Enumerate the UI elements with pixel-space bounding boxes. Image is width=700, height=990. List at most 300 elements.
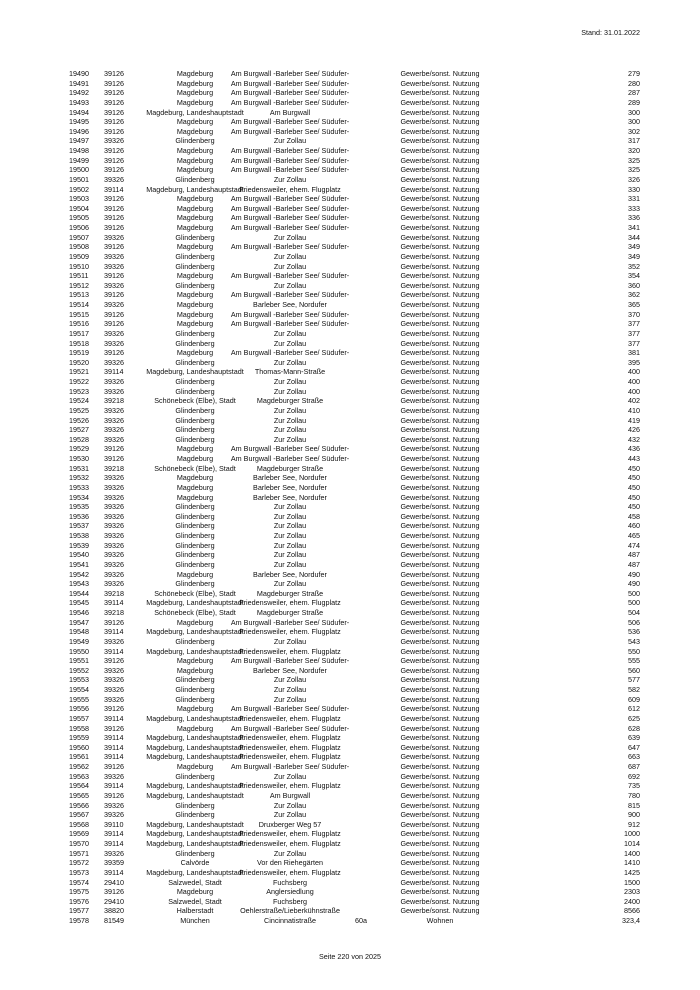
cell-strasse: Zur Zollau bbox=[273, 636, 307, 646]
cell-ort: Salzwedel, Stadt bbox=[168, 896, 222, 906]
cell-id: 19532 bbox=[69, 473, 89, 483]
cell-ort: Magdeburg bbox=[176, 146, 214, 155]
cell-strasse: Zur Zollau bbox=[273, 232, 307, 242]
cell-wert: 609 bbox=[628, 694, 640, 704]
cell-ort: Magdeburg, Landeshauptstadt bbox=[146, 742, 244, 752]
table-row bbox=[0, 367, 700, 377]
cell-ort: Glindenberg bbox=[175, 415, 215, 425]
table-row bbox=[0, 916, 700, 926]
cell-plz: 39126 bbox=[104, 107, 124, 117]
cell-strasse: Zur Zollau bbox=[273, 434, 307, 444]
cell-plz: 39326 bbox=[104, 261, 124, 271]
cell-plz: 39326 bbox=[104, 694, 124, 704]
cell-ort: Magdeburg bbox=[176, 617, 214, 627]
cell-plz: 39114 bbox=[104, 839, 124, 848]
cell-wert: 500 bbox=[628, 598, 640, 608]
cell-plz: 81549 bbox=[104, 916, 124, 925]
cell-strasse: Zur Zollau bbox=[273, 559, 307, 569]
cell-id: 19491 bbox=[69, 78, 89, 88]
cell-nutzung: Gewerbe/sonst. Nutzung bbox=[400, 502, 480, 512]
cell-nutzung: Gewerbe/sonst. Nutzung bbox=[400, 887, 480, 897]
table-row bbox=[0, 743, 700, 753]
cell-wert: 426 bbox=[628, 425, 640, 435]
cell-id: 19557 bbox=[69, 713, 89, 723]
table-row bbox=[0, 262, 700, 272]
cell-ort: Glindenberg bbox=[175, 232, 215, 242]
cell-wert: 402 bbox=[628, 396, 640, 406]
cell-strasse: Am Burgwall -Barleber See/ Südufer- bbox=[230, 117, 350, 127]
cell-nutzung: Gewerbe/sonst. Nutzung bbox=[400, 723, 480, 733]
cell-nutzung: Gewerbe/sonst. Nutzung bbox=[400, 261, 480, 271]
cell-ort: Glindenberg bbox=[175, 357, 215, 367]
cell-id: 19541 bbox=[69, 559, 89, 569]
cell-strasse: Friedensweiler, ehem. Flugplatz bbox=[239, 598, 341, 608]
cell-plz: 39326 bbox=[104, 502, 124, 512]
cell-strasse: Zur Zollau bbox=[273, 280, 307, 290]
cell-nutzung: Gewerbe/sonst. Nutzung bbox=[400, 656, 480, 666]
table-row bbox=[0, 897, 700, 907]
cell-ort: Magdeburg, Landeshauptstadt bbox=[146, 733, 244, 743]
cell-ort: Magdeburg bbox=[176, 492, 214, 502]
table-row bbox=[0, 329, 700, 339]
cell-id: 19520 bbox=[69, 357, 89, 367]
cell-ort: Magdeburg bbox=[176, 444, 214, 454]
cell-plz: 39326 bbox=[104, 136, 124, 146]
cell-id: 19511 bbox=[69, 271, 89, 281]
cell-strasse: Am Burgwall -Barleber See/ Südufer- bbox=[230, 704, 350, 714]
cell-strasse: Zur Zollau bbox=[273, 328, 307, 338]
cell-nutzung: Gewerbe/sonst. Nutzung bbox=[400, 482, 480, 492]
cell-id: 19503 bbox=[69, 194, 89, 204]
cell-strasse: Am Burgwall -Barleber See/ Südufer- bbox=[230, 203, 350, 213]
cell-wert: 900 bbox=[628, 810, 640, 820]
cell-strasse: Am Burgwall -Barleber See/ Südufer- bbox=[230, 88, 350, 98]
cell-id: 19534 bbox=[69, 492, 89, 502]
cell-id: 19548 bbox=[69, 627, 89, 637]
cell-wert: 500 bbox=[628, 588, 640, 598]
cell-id: 19495 bbox=[69, 117, 89, 127]
cell-id: 19517 bbox=[69, 328, 89, 338]
cell-wert: 370 bbox=[628, 309, 640, 319]
cell-strasse: Zur Zollau bbox=[273, 675, 307, 685]
cell-ort: Magdeburg, Landeshauptstadt bbox=[146, 627, 244, 637]
cell-nutzung: Gewerbe/sonst. Nutzung bbox=[400, 242, 480, 252]
cell-strasse: Barleber See, Nordufer bbox=[253, 665, 327, 675]
table-row bbox=[0, 358, 700, 368]
table-row bbox=[0, 300, 700, 310]
cell-id: 19575 bbox=[69, 887, 89, 897]
table-row bbox=[0, 223, 700, 233]
cell-wert: 289 bbox=[628, 97, 640, 107]
cell-wert: 487 bbox=[628, 559, 640, 569]
table-row bbox=[0, 483, 700, 493]
table-row bbox=[0, 704, 700, 714]
cell-nutzung: Gewerbe/sonst. Nutzung bbox=[400, 357, 480, 367]
cell-plz: 39114 bbox=[104, 627, 124, 637]
cell-strasse: Zur Zollau bbox=[273, 502, 307, 512]
cell-wert: 1400 bbox=[624, 848, 640, 858]
table-row bbox=[0, 213, 700, 223]
cell-nutzung: Gewerbe/sonst. Nutzung bbox=[400, 425, 480, 435]
cell-nutzung: Gewerbe/sonst. Nutzung bbox=[400, 444, 480, 454]
table-row bbox=[0, 444, 700, 454]
cell-ort: Magdeburg, Landeshauptstadt bbox=[146, 184, 244, 194]
cell-plz: 39114 bbox=[104, 752, 124, 762]
table-row bbox=[0, 752, 700, 762]
cell-id: 19494 bbox=[69, 107, 89, 117]
cell-ort: Magdeburg, Landeshauptstadt bbox=[146, 752, 244, 762]
cell-ort: Magdeburg bbox=[176, 473, 214, 483]
table-row bbox=[0, 108, 700, 118]
cell-strasse: Am Burgwall -Barleber See/ Südufer- bbox=[230, 290, 350, 300]
table-row bbox=[0, 829, 700, 839]
cell-ort: Glindenberg bbox=[175, 800, 215, 810]
table-row bbox=[0, 521, 700, 531]
cell-nutzung: Gewerbe/sonst. Nutzung bbox=[400, 434, 480, 444]
cell-nutzung: Gewerbe/sonst. Nutzung bbox=[400, 569, 480, 579]
cell-strasse: Friedensweiler, ehem. Flugplatz bbox=[239, 867, 341, 877]
cell-strasse: Zur Zollau bbox=[273, 771, 307, 781]
cell-ort: Magdeburg, Landeshauptstadt bbox=[146, 819, 244, 829]
cell-id: 19565 bbox=[69, 790, 89, 800]
cell-wert: 341 bbox=[628, 223, 640, 232]
cell-id: 19558 bbox=[69, 723, 89, 733]
cell-plz: 39326 bbox=[104, 357, 124, 367]
cell-strasse: Am Burgwall bbox=[269, 790, 311, 800]
cell-nutzung: Gewerbe/sonst. Nutzung bbox=[400, 781, 480, 791]
table-row bbox=[0, 560, 700, 570]
cell-wert: 1410 bbox=[624, 858, 640, 868]
cell-strasse: Fuchsberg bbox=[273, 896, 307, 906]
cell-ort: Glindenberg bbox=[175, 685, 215, 694]
cell-id: 19556 bbox=[69, 704, 89, 714]
cell-strasse: Am Burgwall -Barleber See/ Südufer- bbox=[230, 319, 350, 329]
table-row bbox=[0, 810, 700, 820]
cell-ort: Glindenberg bbox=[175, 405, 215, 415]
cell-wert: 362 bbox=[628, 290, 640, 300]
cell-id: 19535 bbox=[69, 502, 89, 512]
cell-ort: Magdeburg bbox=[176, 155, 214, 165]
cell-nutzung: Gewerbe/sonst. Nutzung bbox=[400, 790, 480, 800]
cell-ort: Schönebeck (Elbe), Stadt bbox=[154, 396, 236, 406]
table-row bbox=[0, 887, 700, 897]
cell-id: 19497 bbox=[69, 136, 89, 146]
cell-ort: Magdeburg bbox=[176, 242, 214, 252]
cell-wert: 325 bbox=[628, 165, 640, 175]
cell-strasse: Am Burgwall -Barleber See/ Südufer- bbox=[230, 69, 350, 78]
table-row bbox=[0, 165, 700, 175]
cell-nutzung: Gewerbe/sonst. Nutzung bbox=[400, 309, 480, 319]
cell-nutzung: Gewerbe/sonst. Nutzung bbox=[400, 867, 480, 877]
cell-id: 19572 bbox=[69, 858, 89, 868]
cell-nutzung: Gewerbe/sonst. Nutzung bbox=[400, 251, 480, 261]
table-row bbox=[0, 685, 700, 695]
cell-plz: 39326 bbox=[104, 338, 124, 348]
cell-nutzung: Gewerbe/sonst. Nutzung bbox=[400, 800, 480, 810]
cell-nutzung: Gewerbe/sonst. Nutzung bbox=[400, 348, 480, 358]
table-row bbox=[0, 204, 700, 214]
cell-plz: 39326 bbox=[104, 531, 124, 540]
cell-hausnummer: 60a bbox=[355, 916, 367, 925]
cell-strasse: Magdeburger Straße bbox=[256, 396, 324, 406]
cell-nutzung: Gewerbe/sonst. Nutzung bbox=[400, 559, 480, 569]
cell-wert: 536 bbox=[628, 627, 640, 637]
cell-plz: 39114 bbox=[104, 367, 124, 377]
cell-strasse: Zur Zollau bbox=[273, 521, 307, 531]
cell-id: 19563 bbox=[69, 771, 89, 781]
cell-wert: 410 bbox=[628, 405, 640, 415]
cell-strasse: Friedensweiler, ehem. Flugplatz bbox=[239, 752, 341, 762]
cell-strasse: Am Burgwall -Barleber See/ Südufer- bbox=[230, 348, 350, 358]
cell-id: 19493 bbox=[69, 97, 89, 107]
cell-plz: 39126 bbox=[104, 242, 124, 252]
cell-plz: 39126 bbox=[104, 126, 124, 136]
cell-strasse: Barleber See, Nordufer bbox=[253, 492, 327, 502]
cell-id: 19538 bbox=[69, 531, 89, 540]
cell-strasse: Oehlerstraße/Lieberkühnstraße bbox=[240, 906, 340, 916]
table-row bbox=[0, 271, 700, 281]
table-row bbox=[0, 820, 700, 830]
table-row bbox=[0, 252, 700, 262]
cell-plz: 39326 bbox=[104, 810, 124, 820]
table-row bbox=[0, 406, 700, 416]
cell-strasse: Am Burgwall -Barleber See/ Südufer- bbox=[230, 223, 350, 232]
cell-nutzung: Gewerbe/sonst. Nutzung bbox=[400, 579, 480, 589]
table-row bbox=[0, 136, 700, 146]
cell-strasse: Zur Zollau bbox=[273, 685, 307, 694]
cell-ort: Calvörde bbox=[180, 858, 210, 868]
cell-wert: 300 bbox=[628, 107, 640, 117]
cell-wert: 692 bbox=[628, 771, 640, 781]
cell-plz: 39126 bbox=[104, 69, 124, 78]
cell-strasse: Friedensweiler, ehem. Flugplatz bbox=[239, 829, 341, 839]
table-row bbox=[0, 473, 700, 483]
cell-wert: 490 bbox=[628, 569, 640, 579]
cell-wert: 432 bbox=[628, 434, 640, 444]
cell-id: 19576 bbox=[69, 896, 89, 906]
cell-plz: 39326 bbox=[104, 492, 124, 502]
table-row bbox=[0, 579, 700, 589]
cell-id: 19522 bbox=[69, 377, 89, 386]
table-row bbox=[0, 79, 700, 89]
cell-strasse: Am Burgwall -Barleber See/ Südufer- bbox=[230, 454, 350, 463]
cell-plz: 39218 bbox=[104, 608, 124, 617]
cell-wert: 336 bbox=[628, 213, 640, 223]
cell-nutzung: Gewerbe/sonst. Nutzung bbox=[400, 69, 480, 78]
table-row bbox=[0, 117, 700, 127]
cell-plz: 39110 bbox=[104, 819, 124, 829]
table-row bbox=[0, 618, 700, 628]
cell-ort: Schönebeck (Elbe), Stadt bbox=[154, 608, 236, 617]
table-row bbox=[0, 502, 700, 512]
cell-wert: 458 bbox=[628, 511, 640, 521]
cell-id: 19559 bbox=[69, 733, 89, 743]
cell-id: 19545 bbox=[69, 598, 89, 608]
cell-id: 19513 bbox=[69, 290, 89, 300]
cell-wert: 279 bbox=[628, 69, 640, 78]
cell-strasse: Zur Zollau bbox=[273, 377, 307, 386]
cell-wert: 419 bbox=[628, 415, 640, 425]
cell-nutzung: Gewerbe/sonst. Nutzung bbox=[400, 174, 480, 184]
cell-ort: Glindenberg bbox=[175, 328, 215, 338]
cell-nutzung: Gewerbe/sonst. Nutzung bbox=[400, 338, 480, 348]
cell-plz: 39126 bbox=[104, 155, 124, 165]
cell-strasse: Am Burgwall -Barleber See/ Südufer- bbox=[230, 617, 350, 627]
cell-id: 19533 bbox=[69, 482, 89, 492]
cell-ort: Magdeburg bbox=[176, 271, 214, 281]
cell-wert: 349 bbox=[628, 251, 640, 261]
cell-wert: 582 bbox=[628, 685, 640, 694]
cell-plz: 39326 bbox=[104, 559, 124, 569]
cell-wert: 330 bbox=[628, 184, 640, 194]
cell-nutzung: Gewerbe/sonst. Nutzung bbox=[400, 146, 480, 155]
cell-id: 19543 bbox=[69, 579, 89, 589]
cell-wert: 1000 bbox=[624, 829, 640, 839]
cell-wert: 490 bbox=[628, 579, 640, 589]
cell-id: 19530 bbox=[69, 454, 89, 463]
cell-nutzung: Gewerbe/sonst. Nutzung bbox=[400, 685, 480, 694]
cell-wert: 300 bbox=[628, 117, 640, 127]
cell-wert: 450 bbox=[628, 473, 640, 483]
table-row bbox=[0, 608, 700, 618]
cell-strasse: Zur Zollau bbox=[273, 251, 307, 261]
cell-plz: 39114 bbox=[104, 646, 124, 656]
table-row bbox=[0, 310, 700, 320]
cell-strasse: Zur Zollau bbox=[273, 511, 307, 521]
cell-wert: 354 bbox=[628, 271, 640, 281]
cell-ort: Magdeburg bbox=[176, 165, 214, 175]
cell-strasse: Friedensweiler, ehem. Flugplatz bbox=[239, 184, 341, 194]
cell-id: 19507 bbox=[69, 232, 89, 242]
cell-wert: 506 bbox=[628, 617, 640, 627]
cell-strasse: Friedensweiler, ehem. Flugplatz bbox=[239, 733, 341, 743]
cell-plz: 39326 bbox=[104, 377, 124, 386]
cell-ort: Magdeburg, Landeshauptstadt bbox=[146, 367, 244, 377]
cell-ort: Glindenberg bbox=[175, 848, 215, 858]
cell-strasse: Friedensweiler, ehem. Flugplatz bbox=[239, 839, 341, 848]
cell-id: 19500 bbox=[69, 165, 89, 175]
cell-wert: 450 bbox=[628, 502, 640, 512]
cell-ort: Glindenberg bbox=[175, 559, 215, 569]
cell-nutzung: Gewerbe/sonst. Nutzung bbox=[400, 97, 480, 107]
cell-nutzung: Gewerbe/sonst. Nutzung bbox=[400, 126, 480, 136]
cell-nutzung: Gewerbe/sonst. Nutzung bbox=[400, 877, 480, 887]
cell-id: 19509 bbox=[69, 251, 89, 261]
cell-plz: 39114 bbox=[104, 867, 124, 877]
cell-wert: 474 bbox=[628, 540, 640, 550]
cell-ort: Salzwedel, Stadt bbox=[168, 877, 222, 887]
table-row bbox=[0, 493, 700, 503]
cell-strasse: Am Burgwall -Barleber See/ Südufer- bbox=[230, 444, 350, 454]
cell-nutzung: Gewerbe/sonst. Nutzung bbox=[400, 290, 480, 300]
table-row bbox=[0, 714, 700, 724]
cell-plz: 39359 bbox=[104, 858, 124, 868]
cell-id: 19505 bbox=[69, 213, 89, 223]
cell-id: 19504 bbox=[69, 203, 89, 213]
cell-id: 19514 bbox=[69, 300, 89, 309]
cell-wert: 625 bbox=[628, 713, 640, 723]
cell-nutzung: Gewerbe/sonst. Nutzung bbox=[400, 733, 480, 743]
cell-plz: 39218 bbox=[104, 396, 124, 406]
cell-wert: 400 bbox=[628, 386, 640, 396]
cell-plz: 39326 bbox=[104, 569, 124, 579]
cell-id: 19498 bbox=[69, 146, 89, 155]
cell-wert: 550 bbox=[628, 646, 640, 656]
cell-id: 19492 bbox=[69, 88, 89, 98]
cell-ort: Magdeburg, Landeshauptstadt bbox=[146, 781, 244, 791]
cell-strasse: Am Burgwall -Barleber See/ Südufer- bbox=[230, 723, 350, 733]
cell-ort: Glindenberg bbox=[175, 261, 215, 271]
cell-wert: 320 bbox=[628, 146, 640, 155]
table-row bbox=[0, 906, 700, 916]
cell-plz: 39126 bbox=[104, 97, 124, 107]
cell-plz: 39126 bbox=[104, 165, 124, 175]
table-row bbox=[0, 666, 700, 676]
cell-strasse: Am Burgwall -Barleber See/ Südufer- bbox=[230, 78, 350, 88]
cell-nutzung: Gewerbe/sonst. Nutzung bbox=[400, 405, 480, 415]
cell-nutzung: Gewerbe/sonst. Nutzung bbox=[400, 184, 480, 194]
table-row bbox=[0, 416, 700, 426]
cell-id: 19529 bbox=[69, 444, 89, 454]
cell-ort: Glindenberg bbox=[175, 386, 215, 396]
cell-nutzung: Gewerbe/sonst. Nutzung bbox=[400, 531, 480, 540]
cell-strasse: Am Burgwall -Barleber See/ Südufer- bbox=[230, 656, 350, 666]
cell-ort: Glindenberg bbox=[175, 531, 215, 540]
cell-plz: 39126 bbox=[104, 88, 124, 98]
cell-wert: 344 bbox=[628, 232, 640, 242]
cell-ort: Magdeburg bbox=[176, 309, 214, 319]
cell-wert: 381 bbox=[628, 348, 640, 358]
page-number: Seite 220 von 2025 bbox=[319, 952, 381, 961]
cell-strasse: Friedensweiler, ehem. Flugplatz bbox=[239, 646, 341, 656]
cell-wert: 352 bbox=[628, 261, 640, 271]
cell-strasse: Am Burgwall -Barleber See/ Südufer- bbox=[230, 242, 350, 252]
cell-strasse: Barleber See, Nordufer bbox=[253, 300, 327, 309]
cell-nutzung: Gewerbe/sonst. Nutzung bbox=[400, 858, 480, 868]
cell-ort: Glindenberg bbox=[175, 675, 215, 685]
cell-wert: 443 bbox=[628, 454, 640, 463]
cell-ort: Glindenberg bbox=[175, 425, 215, 435]
cell-id: 19539 bbox=[69, 540, 89, 550]
cell-strasse: Am Burgwall bbox=[269, 107, 311, 117]
cell-ort: Magdeburg, Landeshauptstadt bbox=[146, 839, 244, 848]
cell-wert: 560 bbox=[628, 665, 640, 675]
cell-strasse: Zur Zollau bbox=[273, 550, 307, 560]
cell-strasse: Zur Zollau bbox=[273, 338, 307, 348]
cell-plz: 39326 bbox=[104, 665, 124, 675]
cell-plz: 39126 bbox=[104, 319, 124, 329]
cell-plz: 39326 bbox=[104, 328, 124, 338]
cell-id: 19546 bbox=[69, 608, 89, 617]
cell-plz: 29410 bbox=[104, 877, 124, 887]
stand-date: Stand: 31.01.2022 bbox=[581, 28, 640, 37]
cell-id: 19551 bbox=[69, 656, 89, 666]
cell-wert: 1425 bbox=[624, 867, 640, 877]
cell-ort: Magdeburg bbox=[176, 126, 214, 136]
cell-strasse: Am Burgwall -Barleber See/ Südufer- bbox=[230, 126, 350, 136]
cell-ort: Glindenberg bbox=[175, 377, 215, 386]
cell-ort: Glindenberg bbox=[175, 521, 215, 531]
cell-strasse: Barleber See, Nordufer bbox=[253, 473, 327, 483]
cell-strasse: Zur Zollau bbox=[273, 174, 307, 184]
table-row bbox=[0, 377, 700, 387]
cell-ort: Magdeburg bbox=[176, 88, 214, 98]
table-row bbox=[0, 88, 700, 98]
cell-ort: Glindenberg bbox=[175, 338, 215, 348]
cell-ort: Magdeburg bbox=[176, 213, 214, 223]
cell-plz: 39326 bbox=[104, 386, 124, 396]
cell-ort: Glindenberg bbox=[175, 251, 215, 261]
